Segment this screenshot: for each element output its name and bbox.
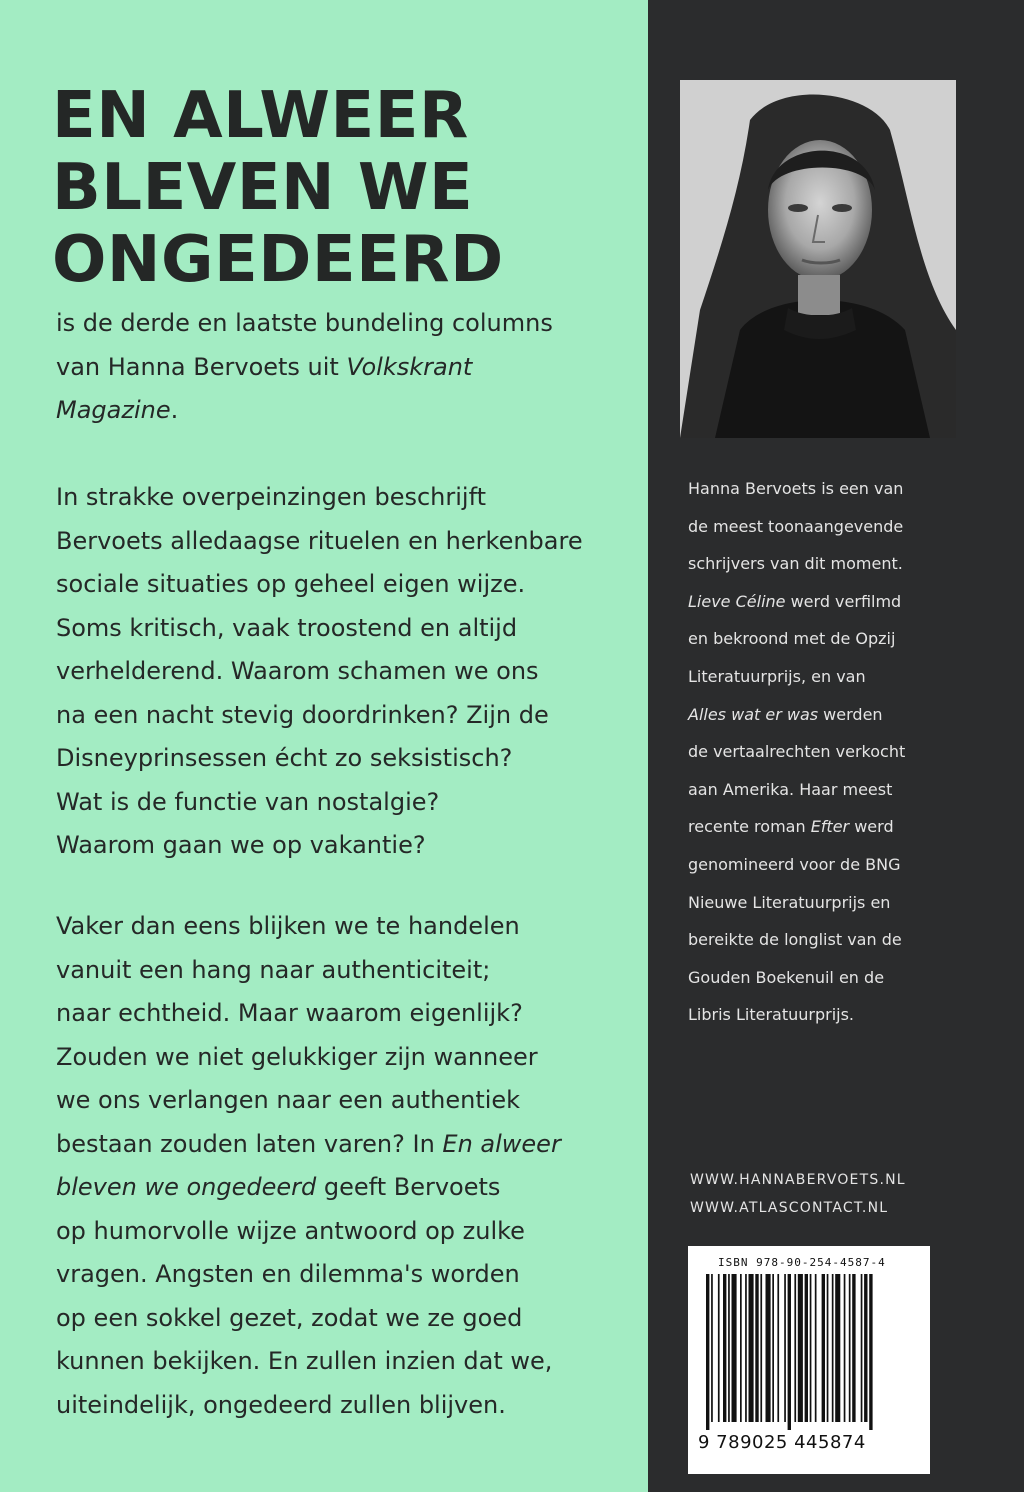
p2-line: naar echtheid. Maar waarom eigenlijk?	[56, 999, 523, 1027]
barcode-bar	[777, 1274, 779, 1422]
barcode-bar	[798, 1274, 803, 1422]
barcode-bar	[835, 1274, 840, 1422]
barcode-bar	[849, 1274, 851, 1422]
barcode-bar	[760, 1274, 762, 1422]
barcode-bars	[702, 1274, 916, 1430]
author-website-link[interactable]: WWW.HANNABERVOETS.NL	[690, 1172, 906, 1188]
isbn-number: ISBN 978-90-254-4587-4	[718, 1256, 886, 1269]
p2-line: vragen. Angsten en dilemma's worden	[56, 1260, 520, 1288]
barcode-bar	[861, 1274, 863, 1422]
p2-line-6-italic: En alweer	[442, 1129, 561, 1158]
p1-line: verhelderend. Waarom schamen we ons	[56, 657, 539, 685]
p1-line: Wat is de functie van nostalgie?	[56, 787, 440, 816]
title-line-1: EN ALWEER	[52, 79, 469, 153]
p1-line: na een nacht stevig doordrinken? Zijn de	[56, 700, 549, 729]
p2-line	[56, 1123, 626, 1167]
author-portrait-photo	[680, 80, 956, 438]
barcode-bar	[815, 1274, 817, 1422]
barcode-bar	[805, 1274, 808, 1422]
barcode-bar	[822, 1274, 825, 1422]
portrait-illustration	[680, 80, 956, 438]
intro-line-1: is de derde en laatste bundeling columns	[56, 309, 553, 337]
title-line-3: ONGEDEERD	[52, 223, 504, 297]
description-paragraph-2	[56, 905, 626, 1427]
barcode-bar	[766, 1274, 771, 1422]
bio-title-alles-wat-er-was: Alles wat er was	[688, 704, 819, 724]
intro-line-3	[56, 389, 626, 433]
p1-line: Disneyprinsessen écht zo seksistisch?	[56, 744, 513, 772]
author-panel	[648, 0, 1024, 1492]
bio-line: genomineerd voor de BNG	[688, 854, 901, 874]
p2-line: kunnen bekijken. En zullen inzien dat we,	[56, 1347, 553, 1375]
p1-line: In strakke overpeinzingen beschrijft	[56, 483, 487, 511]
barcode-bar	[784, 1274, 786, 1422]
p2-line: Zouden we niet gelukkiger zijn wanneer	[56, 1042, 538, 1071]
barcode-bar	[788, 1274, 791, 1430]
barcode-bar	[869, 1274, 872, 1430]
p2-line: op humorvolle wijze antwoord op zulke	[56, 1216, 525, 1245]
description-paragraph-1	[56, 476, 626, 868]
intro-line-2-italic: Volkskrant	[346, 352, 473, 381]
bio-line: bereikte de longlist van de	[688, 930, 902, 950]
bio-line: Gouden Boekenuil en de	[688, 967, 885, 987]
bio-line	[688, 583, 1008, 621]
barcode-digits: 9 789025 445874	[698, 1432, 866, 1453]
barcode-bar	[864, 1274, 867, 1422]
p2-line: Vaker dan eens blijken we te handelen	[56, 912, 520, 940]
p2-line-6-text: bestaan zouden laten varen? In	[56, 1129, 443, 1158]
barcode-bar	[740, 1274, 742, 1422]
barcode-bar	[755, 1274, 758, 1422]
barcode-bar	[772, 1274, 774, 1422]
bio-title-efter: Efter	[810, 817, 850, 837]
p2-line	[56, 1166, 626, 1210]
barcode-bar	[728, 1274, 730, 1422]
bio-line: Nieuwe Literatuurprijs en	[688, 892, 891, 912]
bio-line: Literatuurprijs, en van	[688, 666, 866, 686]
barcode-bar	[718, 1274, 720, 1422]
p1-line: Bervoets alledaagse rituelen en herkenbare	[56, 526, 583, 555]
bio-line: de meest toonaangevende	[688, 516, 904, 536]
barcode-bar	[745, 1274, 747, 1422]
barcode-bar	[810, 1274, 812, 1422]
book-title	[52, 80, 504, 296]
bio-line-10-end: werd	[849, 817, 894, 837]
author-bio	[688, 470, 1008, 1034]
intro-line-3-italic: Magazine	[56, 396, 171, 424]
p2-line: uiteindelijk, ongedeerd zullen blijven.	[56, 1390, 506, 1419]
intro-line-3-text: .	[170, 396, 179, 424]
bio-line-4-text: werd verfilmd	[785, 591, 902, 611]
title-line-2: BLEVEN WE	[52, 151, 474, 225]
barcode-bar	[832, 1274, 834, 1422]
barcode-bar	[723, 1274, 726, 1422]
intro-paragraph	[56, 302, 626, 433]
p2-line-7-text: geeft Bervoets	[316, 1173, 501, 1201]
p1-line: Waarom gaan we op vakantie?	[56, 831, 426, 859]
website-links	[690, 1166, 906, 1222]
intro-line-2-text: van Hanna Bervoets uit	[56, 352, 347, 381]
barcode-bar	[749, 1274, 754, 1422]
publisher-website-link[interactable]: WWW.ATLASCONTACT.NL	[690, 1200, 889, 1216]
bio-line	[688, 808, 1008, 846]
bio-line-7-text: werden	[818, 704, 883, 724]
bio-line-10-text: recente roman	[688, 817, 811, 837]
barcode-bar	[732, 1274, 737, 1422]
barcode-bar	[852, 1274, 855, 1422]
p2-line-7-italic: bleven we ongedeerd	[56, 1173, 317, 1201]
bio-title-lieve-celine: Lieve Céline	[688, 591, 786, 611]
bio-line: aan Amerika. Haar meest	[688, 779, 893, 799]
p2-line: vanuit een hang naar authenticiteit;	[56, 955, 491, 984]
barcode-bar	[706, 1274, 709, 1430]
bio-line: de vertaalrechten verkocht	[688, 742, 906, 762]
p1-line: Soms kritisch, vaak troostend en altijd	[56, 613, 518, 642]
isbn-barcode	[688, 1246, 930, 1474]
barcode-bar	[844, 1274, 846, 1422]
p2-line: op een sokkel gezet, zodat we ze goed	[56, 1303, 523, 1332]
bio-line: schrijvers van dit moment.	[688, 554, 903, 574]
p1-line: sociale situaties op geheel eigen wijze.	[56, 570, 526, 598]
barcode-bar	[711, 1274, 713, 1422]
barcode-bar	[827, 1274, 829, 1422]
p2-line: we ons verlangen naar een authentiek	[56, 1086, 521, 1114]
bio-line: Hanna Bervoets is een van	[688, 479, 904, 498]
bio-line: Libris Literatuurprijs.	[688, 1005, 854, 1025]
barcode-bar	[794, 1274, 796, 1422]
intro-line-2	[56, 346, 626, 390]
bio-line	[688, 696, 1008, 734]
bio-line: en bekroond met de Opzij	[688, 629, 896, 649]
